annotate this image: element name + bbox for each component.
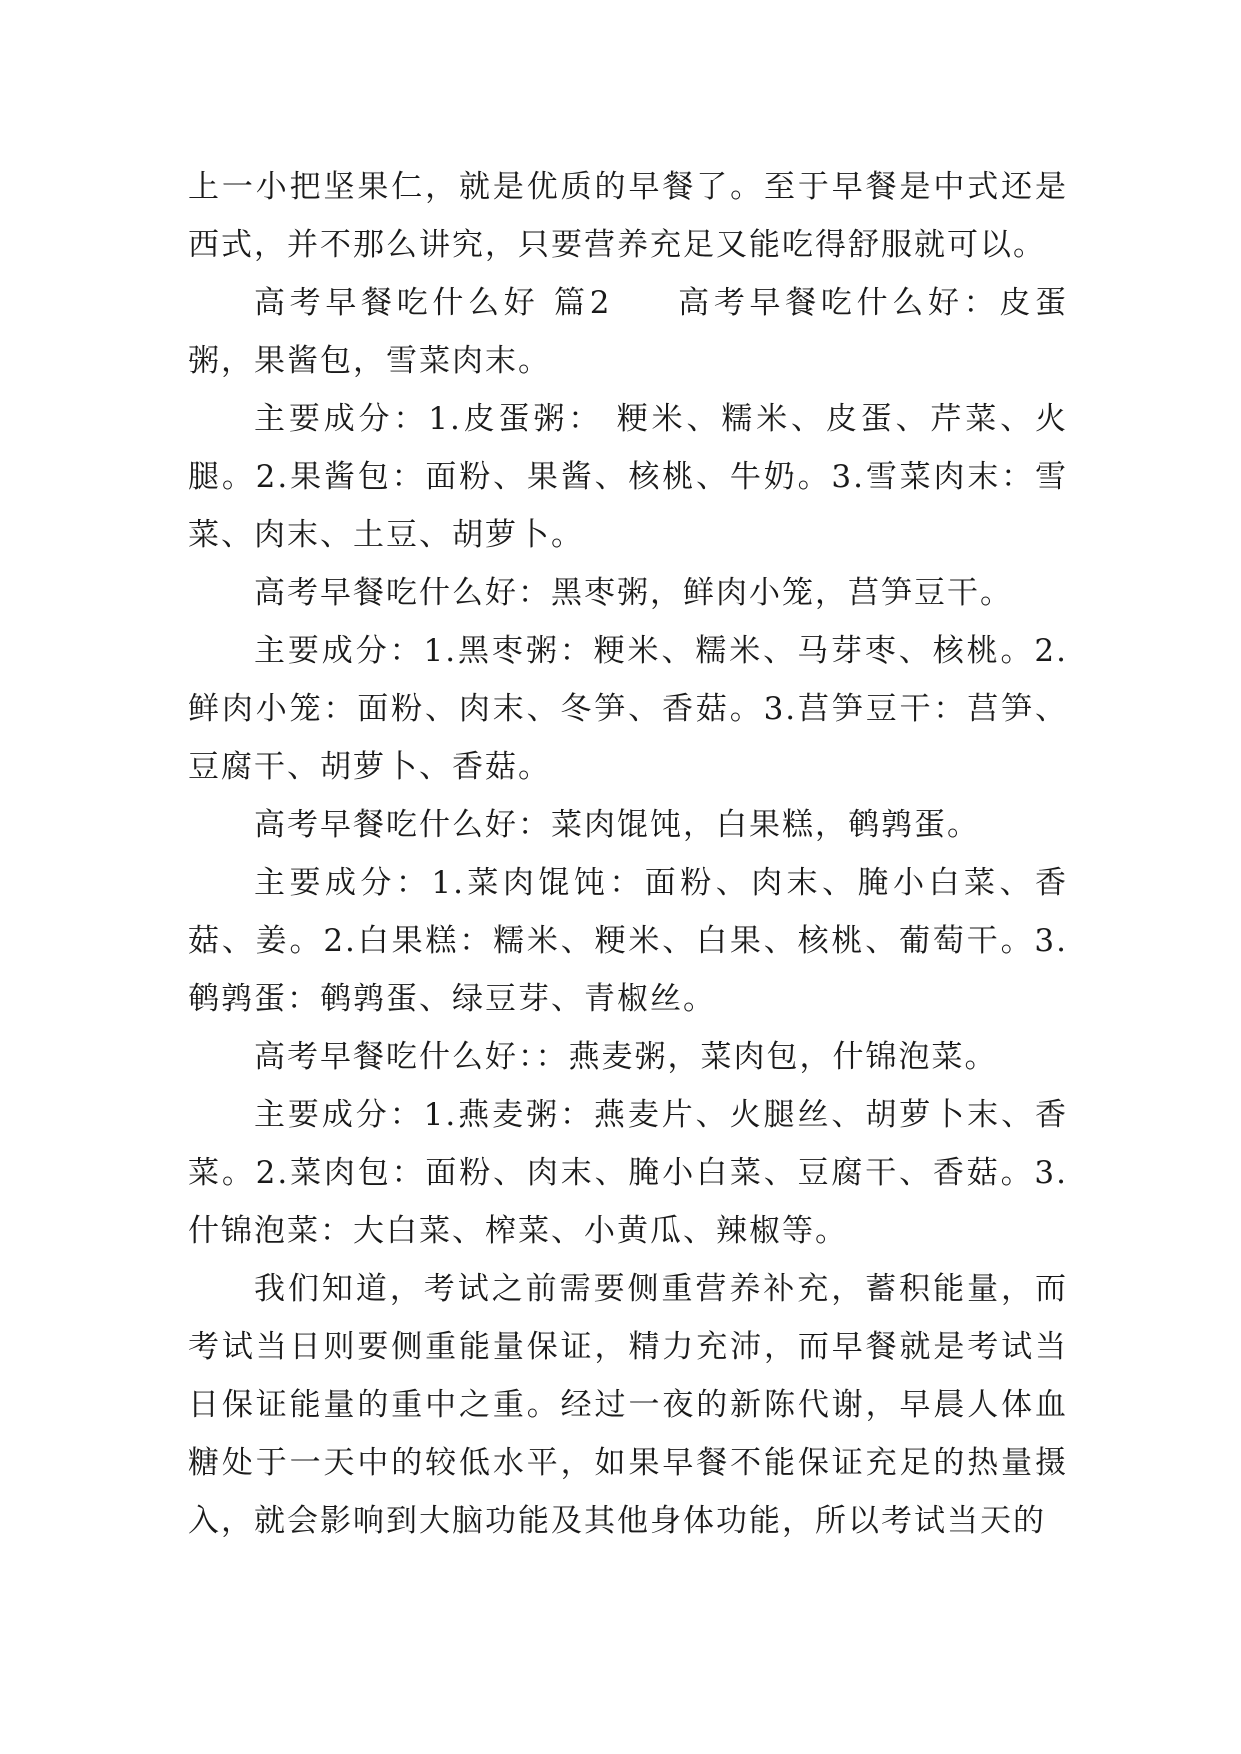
paragraph-ingredients-1: 主要成分：1.皮蛋粥： 粳米、糯米、皮蛋、芹菜、火腿。2.果酱包：面粉、果酱、核桃、牛奶。3.雪菜肉末：雪菜、肉末、土豆、胡萝卜。 xyxy=(188,401,1068,553)
section-heading: 高考早餐吃什么好 篇2 xyxy=(254,285,612,321)
paragraph-continuation: 上一小把坚果仁，就是优质的早餐了。至于早餐是中式还是西式，并不那么讲究，只要营养充足又能吃得舒服就可以。 xyxy=(188,169,1068,263)
document-body xyxy=(188,158,1068,1550)
paragraph-section-heading xyxy=(188,274,1068,390)
paragraph-ingredients-2: 主要成分：1.黑枣粥：粳米、糯米、马芽枣、核桃。2.鲜肉小笼：面粉、肉末、冬笋、香菇。3.莒笋豆干：莒笋、豆腐干、胡萝卜、香菇。 xyxy=(188,633,1068,785)
paragraph-menu-4: 高考早餐吃什么好：：燕麦粥，菜肉包，什锦泡菜。 xyxy=(254,1039,998,1075)
paragraph-ingredients-3: 主要成分：1.菜肉馄饨：面粉、肉末、腌小白菜、香菇、姜。2.白果糕：糯米、粳米、白果、核桃、葡萄干。3.鹌鹑蛋：鹌鹑蛋、绿豆芽、青椒丝。 xyxy=(188,865,1068,1017)
paragraph-menu-3: 高考早餐吃什么好：菜肉馄饨，白果糕，鹌鹑蛋。 xyxy=(254,807,980,843)
paragraph-menu-2: 高考早餐吃什么好：黑枣粥，鲜肉小笼，莒笋豆干。 xyxy=(254,575,1013,611)
paragraph-ingredients-4: 主要成分：1.燕麦粥：燕麦片、火腿丝、胡萝卜末、香菜。2.菜肉包：面粉、肉末、腌小白菜、豆腐干、香菇。3.什锦泡菜：大白菜、榨菜、小黄瓜、辣椒等。 xyxy=(188,1097,1068,1249)
paragraph-conclusion: 我们知道，考试之前需要侧重营养补充，蓄积能量，而考试当日则要侧重能量保证，精力充沛，而早餐就是考试当日保证能量的重中之重。经过一夜的新陈代谢，早晨人体血糖处于一天中的较低水平，如果早餐不能保证充足的热量摄入，就会影响到大脑功能及其他身体功能，所以考试当天的 xyxy=(188,1271,1068,1539)
section-intro: 高考早餐吃什么好：皮蛋粥，果酱包，雪菜肉末。 xyxy=(188,285,1069,379)
